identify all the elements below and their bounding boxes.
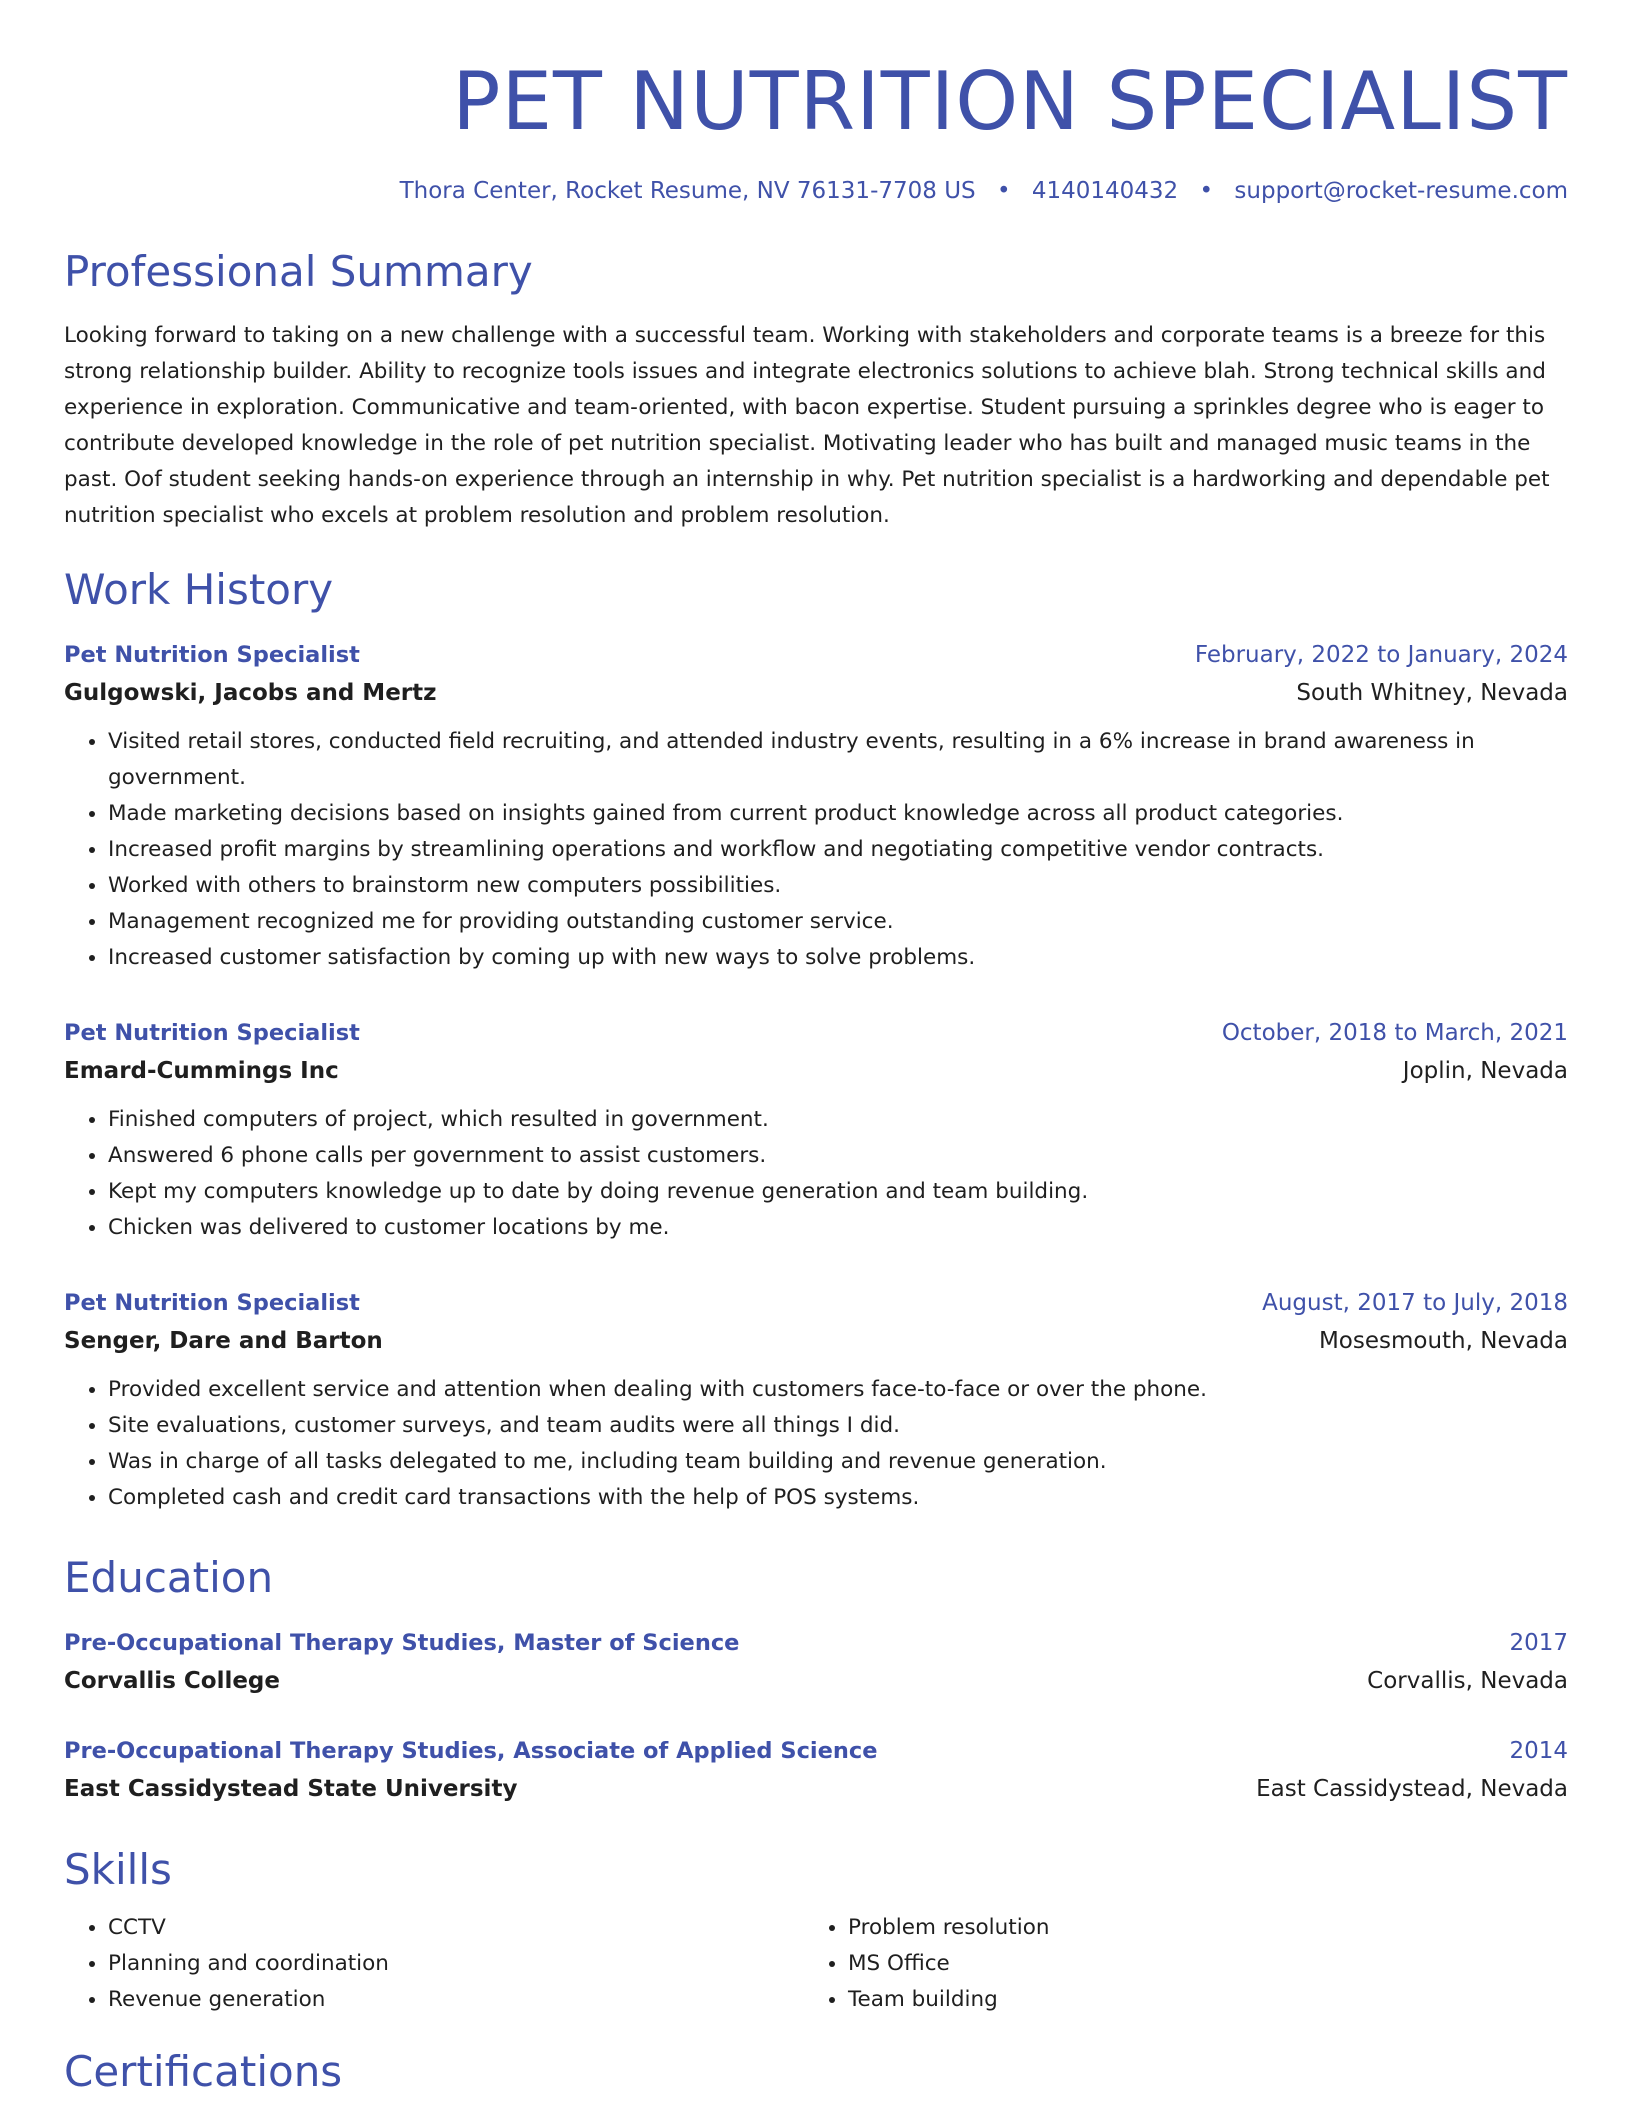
job-location: South Whitney, Nevada bbox=[1296, 680, 1568, 706]
section-heading-summary: Professional Summary bbox=[64, 247, 533, 296]
contact-separator: • bbox=[996, 178, 1011, 204]
education-degree: Pre-Occupational Therapy Studies, Associate of Applied Science bbox=[64, 1738, 878, 1764]
job-role: Pet Nutrition Specialist bbox=[64, 1290, 360, 1316]
list-item: • Was in charge of all tasks delegated to me, including team building and revenue generation. bbox=[108, 1444, 1568, 1480]
contact-email: support@rocket-resume.com bbox=[1234, 178, 1568, 204]
skill-item: • MS Office bbox=[848, 1946, 1544, 1982]
job-dates: October, 2018 to March, 2021 bbox=[1221, 1020, 1568, 1046]
page-title: PET NUTRITION SPECIALIST bbox=[452, 55, 1568, 148]
list-item: • Visited retail stores, conducted field recruiting, and attended industry events, resulting in a 6% increase in brand awareness in government. bbox=[108, 724, 1568, 796]
job-entry bbox=[64, 1284, 1568, 1516]
education-entry bbox=[64, 1624, 1568, 1700]
section-heading-education: Education bbox=[64, 1553, 274, 1602]
job-company: Senger, Dare and Barton bbox=[64, 1328, 383, 1354]
skill-item: • Team building bbox=[848, 1982, 1544, 2018]
job-entry bbox=[64, 1014, 1568, 1246]
contact-line bbox=[64, 178, 1568, 204]
education-school: East Cassidystead State University bbox=[64, 1776, 518, 1802]
job-location: Mosesmouth, Nevada bbox=[1318, 1328, 1568, 1354]
education-section bbox=[64, 1550, 1568, 1808]
list-item: • Provided excellent service and attention when dealing with customers face-to-face or over the phone. bbox=[108, 1372, 1568, 1408]
job-company: Gulgowski, Jacobs and Mertz bbox=[64, 680, 437, 706]
section-heading-work-history: Work History bbox=[64, 565, 334, 614]
resume-header bbox=[64, 0, 1568, 204]
list-item: • Kept my computers knowledge up to date by doing revenue generation and team building. bbox=[108, 1174, 1568, 1210]
job-role: Pet Nutrition Specialist bbox=[64, 1020, 360, 1046]
skill-item: • Problem resolution bbox=[848, 1910, 1544, 1946]
skill-item: • Planning and coordination bbox=[108, 1946, 804, 1982]
skills-section bbox=[64, 1842, 1568, 2018]
skills-column-right bbox=[804, 1910, 1544, 2018]
job-bullets bbox=[64, 1102, 1568, 1246]
certifications-section bbox=[64, 2044, 1568, 2100]
education-school: Corvallis College bbox=[64, 1668, 280, 1694]
list-item: • Made marketing decisions based on insights gained from current product knowledge across all product categories. bbox=[108, 796, 1568, 832]
list-item: • Management recognized me for providing outstanding customer service. bbox=[108, 904, 1568, 940]
job-bullets bbox=[64, 1372, 1568, 1516]
work-history-section bbox=[64, 562, 1568, 1516]
education-degree: Pre-Occupational Therapy Studies, Master of Science bbox=[64, 1630, 740, 1656]
list-item: • Increased customer satisfaction by coming up with new ways to solve problems. bbox=[108, 940, 1568, 976]
list-item: • Increased profit margins by streamlining operations and workflow and negotiating competitive vendor contracts. bbox=[108, 832, 1568, 868]
skills-column-left bbox=[64, 1910, 804, 2018]
contact-phone: 4140140432 bbox=[1031, 178, 1179, 204]
list-item: • Chicken was delivered to customer locations by me. bbox=[108, 1210, 1568, 1246]
skill-item: • Revenue generation bbox=[108, 1982, 804, 2018]
skill-item: • CCTV bbox=[108, 1910, 804, 1946]
contact-address: Thora Center, Rocket Resume, NV 76131-7708 US bbox=[399, 178, 976, 204]
job-dates: February, 2022 to January, 2024 bbox=[1194, 642, 1568, 668]
job-company: Emard-Cummings Inc bbox=[64, 1058, 339, 1084]
list-item: • Site evaluations, customer surveys, and team audits were all things I did. bbox=[108, 1408, 1568, 1444]
list-item: • Worked with others to brainstorm new computers possibilities. bbox=[108, 868, 1568, 904]
job-location: Joplin, Nevada bbox=[1402, 1058, 1568, 1084]
education-year: 2017 bbox=[1509, 1630, 1568, 1656]
job-bullets bbox=[64, 724, 1568, 976]
skills-grid bbox=[64, 1910, 1568, 2018]
education-year: 2014 bbox=[1509, 1738, 1568, 1764]
job-dates: August, 2017 to July, 2018 bbox=[1262, 1290, 1568, 1316]
section-heading-skills: Skills bbox=[64, 1845, 172, 1894]
summary-text: Looking forward to taking on a new challenge with a successful team. Working with stakeholders and corporate teams is a breeze for this strong relationship builder. Ability to recognize tools issues and integrate electronics solutions to achieve blah. Strong technical skills and experience in exploration. Communicative and team-oriented, with bacon expertise. Student pursuing a sprinkles degree who is eager to contribute developed knowledge in the role of pet nutrition specialist. Motivating leader who has built and managed music teams in the past. Oof student seeking hands-on experience through an internship in why. Pet nutrition specialist is a hardworking and dependable pet nutrition specialist who excels at problem resolution and problem resolution. bbox=[64, 323, 1550, 528]
list-item: • Completed cash and credit card transactions with the help of POS systems. bbox=[108, 1480, 1568, 1516]
job-entry bbox=[64, 636, 1568, 976]
summary-section bbox=[64, 244, 1568, 534]
section-heading-certifications: Certifications bbox=[64, 2047, 343, 2096]
education-entry bbox=[64, 1732, 1568, 1808]
education-location: East Cassidystead, Nevada bbox=[1256, 1776, 1568, 1802]
contact-separator: • bbox=[1199, 178, 1214, 204]
list-item: • Answered 6 phone calls per government to assist customers. bbox=[108, 1138, 1568, 1174]
education-location: Corvallis, Nevada bbox=[1367, 1668, 1568, 1694]
list-item: • Finished computers of project, which resulted in government. bbox=[108, 1102, 1568, 1138]
job-role: Pet Nutrition Specialist bbox=[64, 642, 360, 668]
